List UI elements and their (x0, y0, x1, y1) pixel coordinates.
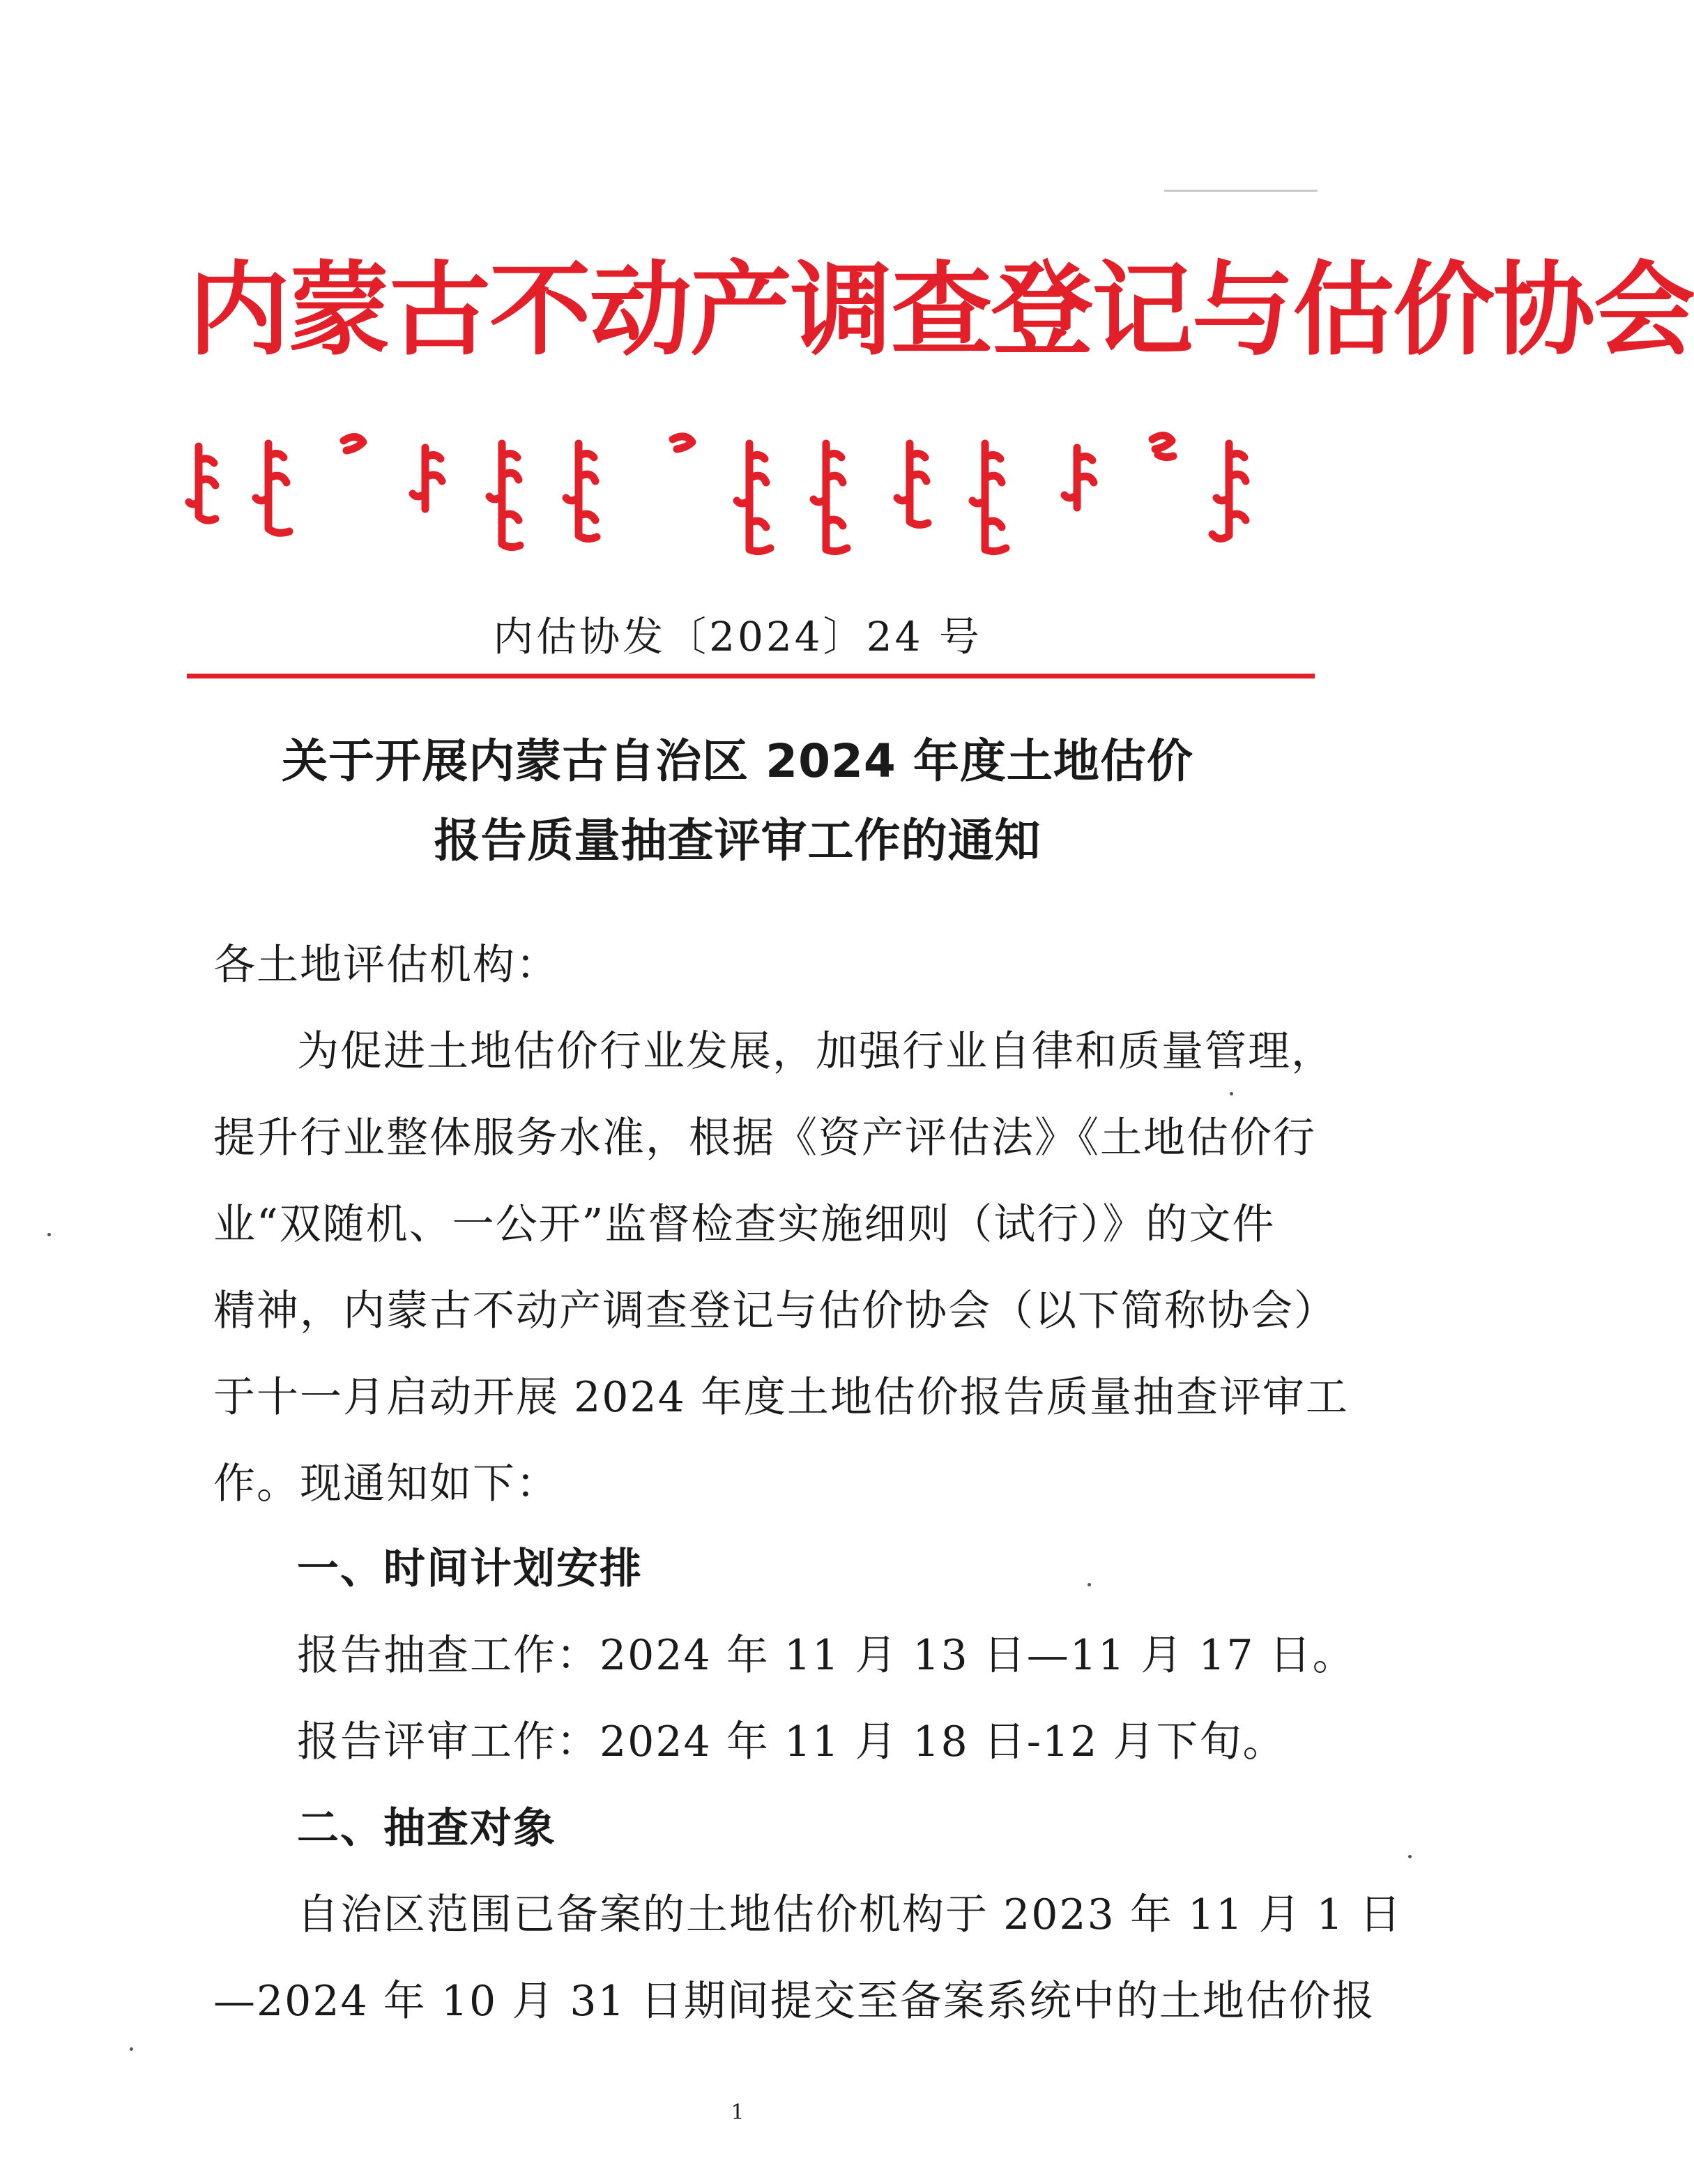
mongolian-script-org-name (185, 411, 1300, 572)
salutation: 各土地评估机构： (213, 941, 559, 989)
scan-speck (47, 1233, 51, 1236)
intro-paragraph-line: 提升行业整体服务水准，根据《资产评估法》《土地估价行 (213, 1114, 1316, 1162)
intro-paragraph-line: 精神，内蒙古不动产调查登记与估价协会（以下简称协会） (213, 1287, 1337, 1335)
document-number: 内估协发〔2024〕24 号 (493, 613, 982, 660)
organization-title: 内蒙古不动产调查登记与估价协会 (188, 251, 1694, 370)
scan-artifact-line (1164, 190, 1318, 192)
scan-speck (130, 2047, 133, 2051)
scan-speck (1230, 1092, 1233, 1095)
intro-paragraph-line: 于十一月启动开展 2024 年度土地估价报告质量抽查评审工 (213, 1373, 1349, 1422)
document-title-line-2: 报告质量抽查评审工作的通知 (434, 814, 1041, 867)
scope-paragraph-line: —2024 年 10 月 31 日期间提交至备案系统中的土地估价报 (213, 1977, 1375, 2026)
intro-paragraph-line: 为促进土地估价行业发展，加强行业自律和质量管理， (297, 1027, 1334, 1076)
section-heading-schedule: 一、时间计划安排 (297, 1545, 643, 1593)
scan-speck (1408, 1855, 1412, 1858)
schedule-item: 报告抽查工作：2024 年 11 月 13 日—11 月 17 日。 (297, 1631, 1356, 1680)
scan-speck (1088, 1583, 1091, 1586)
schedule-item: 报告评审工作：2024 年 11 月 18 日-12 月下旬。 (297, 1717, 1286, 1766)
intro-paragraph-line: 业“双随机、一公开”监督检查实施细则（试行）》的文件 (213, 1200, 1276, 1249)
page-number: 1 (731, 2100, 745, 2125)
document-title-line-1: 关于开展内蒙古自治区 2024 年度土地估价 (282, 734, 1193, 788)
scope-paragraph-line: 自治区范围已备案的土地估价机构于 2023 年 11 月 1 日 (297, 1890, 1403, 1939)
intro-paragraph-line: 作。现通知如下： (213, 1459, 559, 1508)
mongolian-script-graphic (185, 411, 1300, 572)
header-divider-line (187, 674, 1315, 678)
section-heading-scope: 二、抽查对象 (297, 1804, 556, 1853)
